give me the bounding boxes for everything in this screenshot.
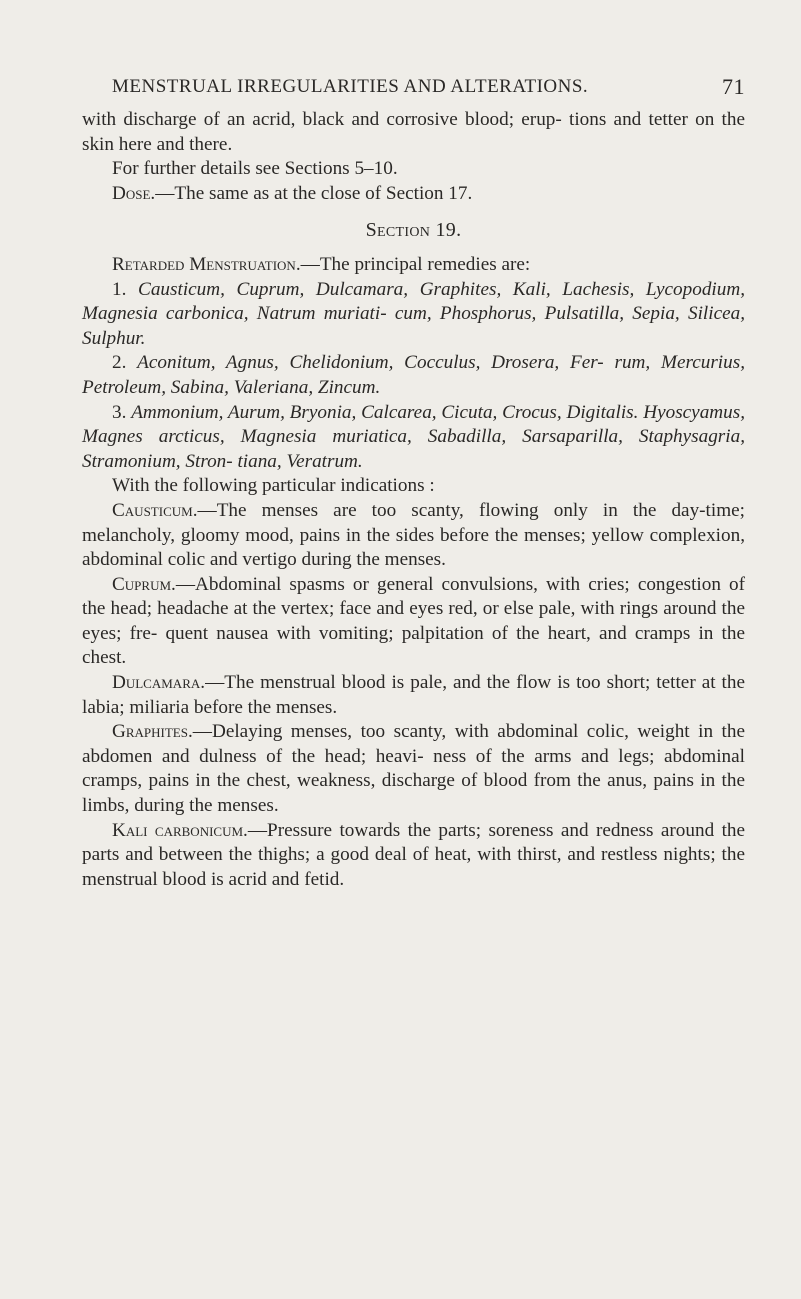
entry-text: —The menstrual blood is pale, and the flow is too short; tetter at the labia; miliaria before the menses. <box>82 672 745 718</box>
dose-text: —The same as at the close of Section 17. <box>155 182 473 204</box>
entry-lead: Graphites. <box>112 721 193 743</box>
running-head <box>82 70 745 106</box>
entry-text: —Pressure towards the parts; soreness and redness around the parts and between the thighs; a good deal of heat, with thirst, and restless nights; the menstrual blood is acrid and fetid. <box>82 819 746 890</box>
remedy-group-number: 2. <box>112 352 127 374</box>
paragraph-continuation: with discharge of an acrid, black and corrosive blood; erup- tions and tetter on the skin here and there. <box>82 109 745 155</box>
paragraph-reference: For further details see Sections 5–10. <box>112 158 398 180</box>
section-heading: Section 19. <box>365 219 462 242</box>
running-title: MENSTRUAL IRREGULARITIES AND ALTERATIONS. <box>112 76 589 97</box>
entry-lead: Cuprum. <box>112 573 176 595</box>
indications-intro: With the following particular indications : <box>112 475 435 497</box>
remedy-group-3 <box>82 401 745 475</box>
entry-lead: Causticum. <box>112 499 198 521</box>
remedy-group-number: 3. <box>112 401 127 423</box>
remedy-group-2 <box>82 351 745 400</box>
entry-lead: Dulcamara. <box>112 672 206 694</box>
entry-cuprum <box>82 573 745 671</box>
entry-causticum <box>82 499 745 573</box>
section-intro <box>82 253 745 278</box>
entry-lead: Kali carbonicum. <box>112 819 248 841</box>
remedy-group-number: 1. <box>112 278 127 300</box>
entry-dulcamara <box>82 671 745 720</box>
entry-text: —Delaying menses, too scanty, with abdominal colic, weight in the abdomen and dulness of the head; heavi- ness of the arms and legs; abdominal cramps, pains in the chest, weakness, discharge of blood from the anus, pains in the limbs, during the menses. <box>82 721 745 817</box>
remedy-group-list: Aconitum, Agnus, Chelidonium, Cocculus, Drosera, Fer- rum, Mercurius, Petroleum, Sabina, Valeriana, Zincum. <box>82 352 745 398</box>
dose-lead: Dose. <box>112 182 156 204</box>
entry-graphites <box>82 720 745 818</box>
entry-kali-carbonicum <box>82 819 745 893</box>
entry-text: —The menses are too scanty, flowing only in the day-time; melancholy, gloomy mood, pains in the sides before the menses; yellow complexion, abdominal colic and vertigo during the menses. <box>82 499 745 571</box>
section-intro-lead: Retarded Menstruation. <box>112 253 301 275</box>
entry-text: —Abdominal spasms or general convulsions, with cries; congestion of the head; headache at the vertex; face and eyes red, or else pale, with rings around the eyes; fre- quent nausea with vomiting; palpitation of the heart, and cramps in the chest. <box>82 573 745 669</box>
body-text <box>82 108 745 892</box>
paragraph-dose <box>82 182 745 207</box>
remedy-group-list: Ammonium, Aurum, Bryonia, Calcarea, Cicuta, Crocus, Digitalis. Hyoscyamus, Magnes arcticus, Magnesia muriatica, Sabadilla, Sarsaparilla, Staphysagria, Stramonium, Stron- tiana, Veratrum. <box>82 401 746 472</box>
page-number: 71 <box>722 74 745 99</box>
section-intro-text: —The principal remedies are: <box>300 253 531 275</box>
remedy-group-list: Causticum, Cuprum, Dulcamara, Graphites, Kali, Lachesis, Lycopodium, Magnesia carbonica, Natrum muriati- cum, Phosphorus, Pulsatilla, Sepia, Silicea, Sulphur. <box>82 278 746 349</box>
remedy-group-1 <box>82 278 745 352</box>
